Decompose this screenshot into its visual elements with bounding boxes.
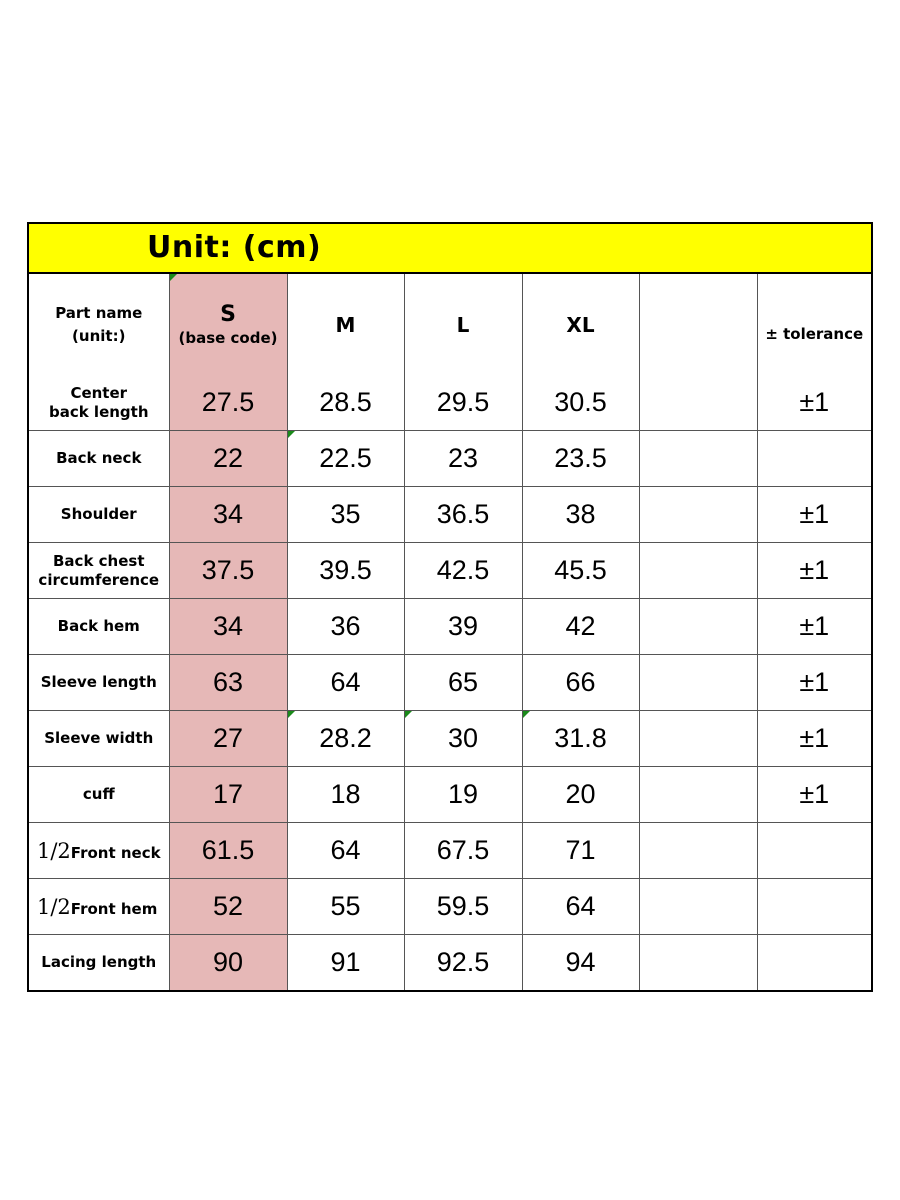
size-value: 36.5 — [436, 499, 490, 529]
part-cell-front-neck — [29, 823, 169, 879]
value-cell-m — [287, 655, 404, 711]
value-cell-l — [404, 935, 522, 991]
size-value: 18 — [330, 779, 361, 809]
value-cell-m — [287, 767, 404, 823]
value-cell-l — [404, 375, 522, 431]
value-cell-xl — [522, 879, 639, 935]
table-row — [29, 543, 871, 599]
part-cell-cuff — [29, 767, 169, 823]
value-cell-s — [169, 599, 287, 655]
cell-marker — [170, 274, 177, 281]
part-label: Sleeve length — [40, 673, 157, 691]
size-l-label: L — [456, 312, 470, 337]
blank-cell — [639, 375, 757, 431]
size-value: 28.2 — [319, 723, 372, 753]
part-cell-back-hem — [29, 599, 169, 655]
value-cell-s — [169, 767, 287, 823]
size-value: 28.5 — [319, 387, 372, 417]
part-cell-sleeve-length — [29, 655, 169, 711]
size-value: 66 — [565, 667, 596, 697]
tolerance-cell — [757, 823, 871, 879]
cell-marker — [288, 431, 295, 438]
part-label: Front neck — [70, 843, 161, 862]
tolerance-value: ±1 — [799, 667, 830, 697]
size-value: 55 — [330, 891, 361, 921]
part-label: Back chest — [53, 551, 145, 570]
tolerance-cell — [757, 879, 871, 935]
value-cell-xl — [522, 599, 639, 655]
size-value: 71 — [565, 835, 596, 865]
header-size-s — [169, 274, 287, 375]
table-row — [29, 375, 871, 431]
table-row — [29, 711, 871, 767]
tolerance-cell — [757, 935, 871, 991]
tolerance-cell — [757, 711, 871, 767]
blank-cell — [639, 767, 757, 823]
size-value: 59.5 — [436, 891, 490, 921]
size-table — [29, 274, 871, 375]
size-value: 39 — [447, 611, 479, 641]
size-value: 22.5 — [319, 443, 372, 473]
blank-cell — [639, 487, 757, 543]
tolerance-cell — [757, 599, 871, 655]
table-row — [29, 599, 871, 655]
value-cell-m — [287, 599, 404, 655]
value-cell-m — [287, 543, 404, 599]
table-row — [29, 487, 871, 543]
size-value: 34 — [212, 499, 244, 529]
size-value: 17 — [212, 779, 244, 809]
table-row — [29, 655, 871, 711]
size-table-body — [29, 375, 871, 990]
blank-cell — [639, 935, 757, 991]
cell-marker — [523, 711, 530, 718]
size-chart — [27, 222, 873, 992]
part-label: Lacing length — [41, 953, 157, 971]
blank-cell — [639, 599, 757, 655]
value-cell-xl — [522, 823, 639, 879]
header-blank — [639, 274, 757, 375]
value-cell-m — [287, 431, 404, 487]
value-cell-m — [287, 823, 404, 879]
part-name-label: Part name — [55, 303, 143, 322]
size-value: 27 — [212, 723, 244, 753]
part-cell-shoulder — [29, 487, 169, 543]
size-s-sub-label: (base code) — [178, 328, 278, 347]
size-value: 42 — [565, 611, 596, 641]
blank-cell — [639, 711, 757, 767]
size-value: 67.5 — [436, 835, 490, 865]
part-label: Shoulder — [60, 505, 137, 523]
half-prefix: 1/2 — [37, 894, 71, 919]
size-value: 91 — [330, 947, 361, 977]
part-label: cuff — [82, 785, 115, 803]
tolerance-cell — [757, 431, 871, 487]
value-cell-xl — [522, 935, 639, 991]
table-row — [29, 935, 871, 991]
value-cell-s — [169, 375, 287, 431]
size-value: 19 — [447, 779, 479, 809]
part-cell-back-chest-circumference — [29, 543, 169, 599]
value-cell-xl — [522, 375, 639, 431]
size-value: 23.5 — [554, 443, 607, 473]
part-cell-front-hem — [29, 879, 169, 935]
tolerance-value: ±1 — [799, 611, 830, 641]
part-cell-lacing-length — [29, 935, 169, 991]
value-cell-xl — [522, 767, 639, 823]
part-cell-sleeve-width — [29, 711, 169, 767]
value-cell-s — [169, 543, 287, 599]
tolerance-cell — [757, 655, 871, 711]
size-value: 42.5 — [436, 555, 490, 585]
tolerance-value: ±1 — [799, 387, 830, 417]
size-value: 38 — [565, 499, 596, 529]
part-label: Back hem — [57, 617, 140, 635]
size-value: 39.5 — [319, 555, 372, 585]
part-label: Sleeve width — [44, 729, 154, 747]
tolerance-value: ±1 — [799, 499, 830, 529]
size-value: 36 — [330, 611, 361, 641]
tolerance-value: ±1 — [799, 723, 830, 753]
header-row — [29, 274, 871, 375]
size-value: 94 — [565, 947, 596, 977]
size-value: 63 — [212, 667, 244, 697]
value-cell-l — [404, 879, 522, 935]
table-row — [29, 767, 871, 823]
size-value: 30.5 — [554, 387, 607, 417]
value-cell-s — [169, 655, 287, 711]
size-xl-label: XL — [566, 312, 595, 337]
size-value: 20 — [565, 779, 596, 809]
value-cell-m — [287, 375, 404, 431]
part-label: Front hem — [70, 899, 158, 918]
tolerance-value: ±1 — [799, 779, 830, 809]
unit-title: Unit: (cm) — [147, 230, 322, 265]
tolerance-cell — [757, 543, 871, 599]
value-cell-m — [287, 487, 404, 543]
value-cell-m — [287, 935, 404, 991]
size-value: 90 — [212, 947, 244, 977]
size-value: 64 — [330, 835, 361, 865]
size-value: 34 — [212, 611, 244, 641]
tolerance-label: ± tolerance — [765, 325, 864, 343]
size-value: 22 — [212, 443, 244, 473]
tolerance-cell — [757, 767, 871, 823]
tolerance-value: ±1 — [799, 555, 830, 585]
size-value: 27.5 — [201, 387, 255, 417]
size-value: 64 — [565, 891, 596, 921]
part-label: Center — [70, 383, 128, 402]
header-size-l — [404, 274, 522, 375]
value-cell-l — [404, 711, 522, 767]
header-part-name — [29, 274, 169, 375]
size-value: 35 — [330, 499, 361, 529]
value-cell-l — [404, 655, 522, 711]
size-s-label: S — [220, 301, 236, 327]
value-cell-xl — [522, 431, 639, 487]
size-value: 30 — [447, 723, 479, 753]
blank-cell — [639, 823, 757, 879]
cell-marker — [405, 711, 412, 718]
value-cell-l — [404, 487, 522, 543]
part-label: Back neck — [56, 449, 142, 467]
half-prefix: 1/2 — [37, 838, 71, 863]
value-cell-xl — [522, 543, 639, 599]
value-cell-l — [404, 431, 522, 487]
size-value: 64 — [330, 667, 361, 697]
title-bar — [29, 224, 871, 274]
header-size-m — [287, 274, 404, 375]
value-cell-l — [404, 823, 522, 879]
value-cell-s — [169, 935, 287, 991]
size-value: 23 — [447, 443, 479, 473]
tolerance-cell — [757, 375, 871, 431]
size-value: 45.5 — [554, 555, 607, 585]
cell-marker — [288, 711, 295, 718]
size-value: 65 — [447, 667, 479, 697]
value-cell-s — [169, 879, 287, 935]
table-row — [29, 431, 871, 487]
value-cell-s — [169, 823, 287, 879]
value-cell-m — [287, 879, 404, 935]
value-cell-m — [287, 711, 404, 767]
blank-cell — [639, 543, 757, 599]
value-cell-xl — [522, 711, 639, 767]
part-label-line2: back length — [48, 402, 149, 421]
part-unit-label: (unit:) — [72, 326, 126, 345]
value-cell-l — [404, 543, 522, 599]
value-cell-s — [169, 711, 287, 767]
part-label-line2: circumference — [38, 570, 160, 589]
table-row — [29, 879, 871, 935]
header-size-xl — [522, 274, 639, 375]
value-cell-s — [169, 487, 287, 543]
size-value: 31.8 — [554, 723, 607, 753]
value-cell-s — [169, 431, 287, 487]
part-cell-back-neck — [29, 431, 169, 487]
tolerance-cell — [757, 487, 871, 543]
size-value: 52 — [212, 891, 244, 921]
value-cell-l — [404, 599, 522, 655]
value-cell-l — [404, 767, 522, 823]
blank-cell — [639, 431, 757, 487]
size-value: 37.5 — [201, 555, 255, 585]
header-tolerance — [757, 274, 871, 375]
blank-cell — [639, 879, 757, 935]
size-m-label: M — [335, 312, 356, 337]
size-value: 29.5 — [436, 387, 490, 417]
table-row — [29, 823, 871, 879]
value-cell-xl — [522, 655, 639, 711]
size-value: 61.5 — [201, 835, 255, 865]
part-cell-center-back-length — [29, 375, 169, 431]
blank-cell — [639, 655, 757, 711]
size-value: 92.5 — [436, 947, 490, 977]
value-cell-xl — [522, 487, 639, 543]
